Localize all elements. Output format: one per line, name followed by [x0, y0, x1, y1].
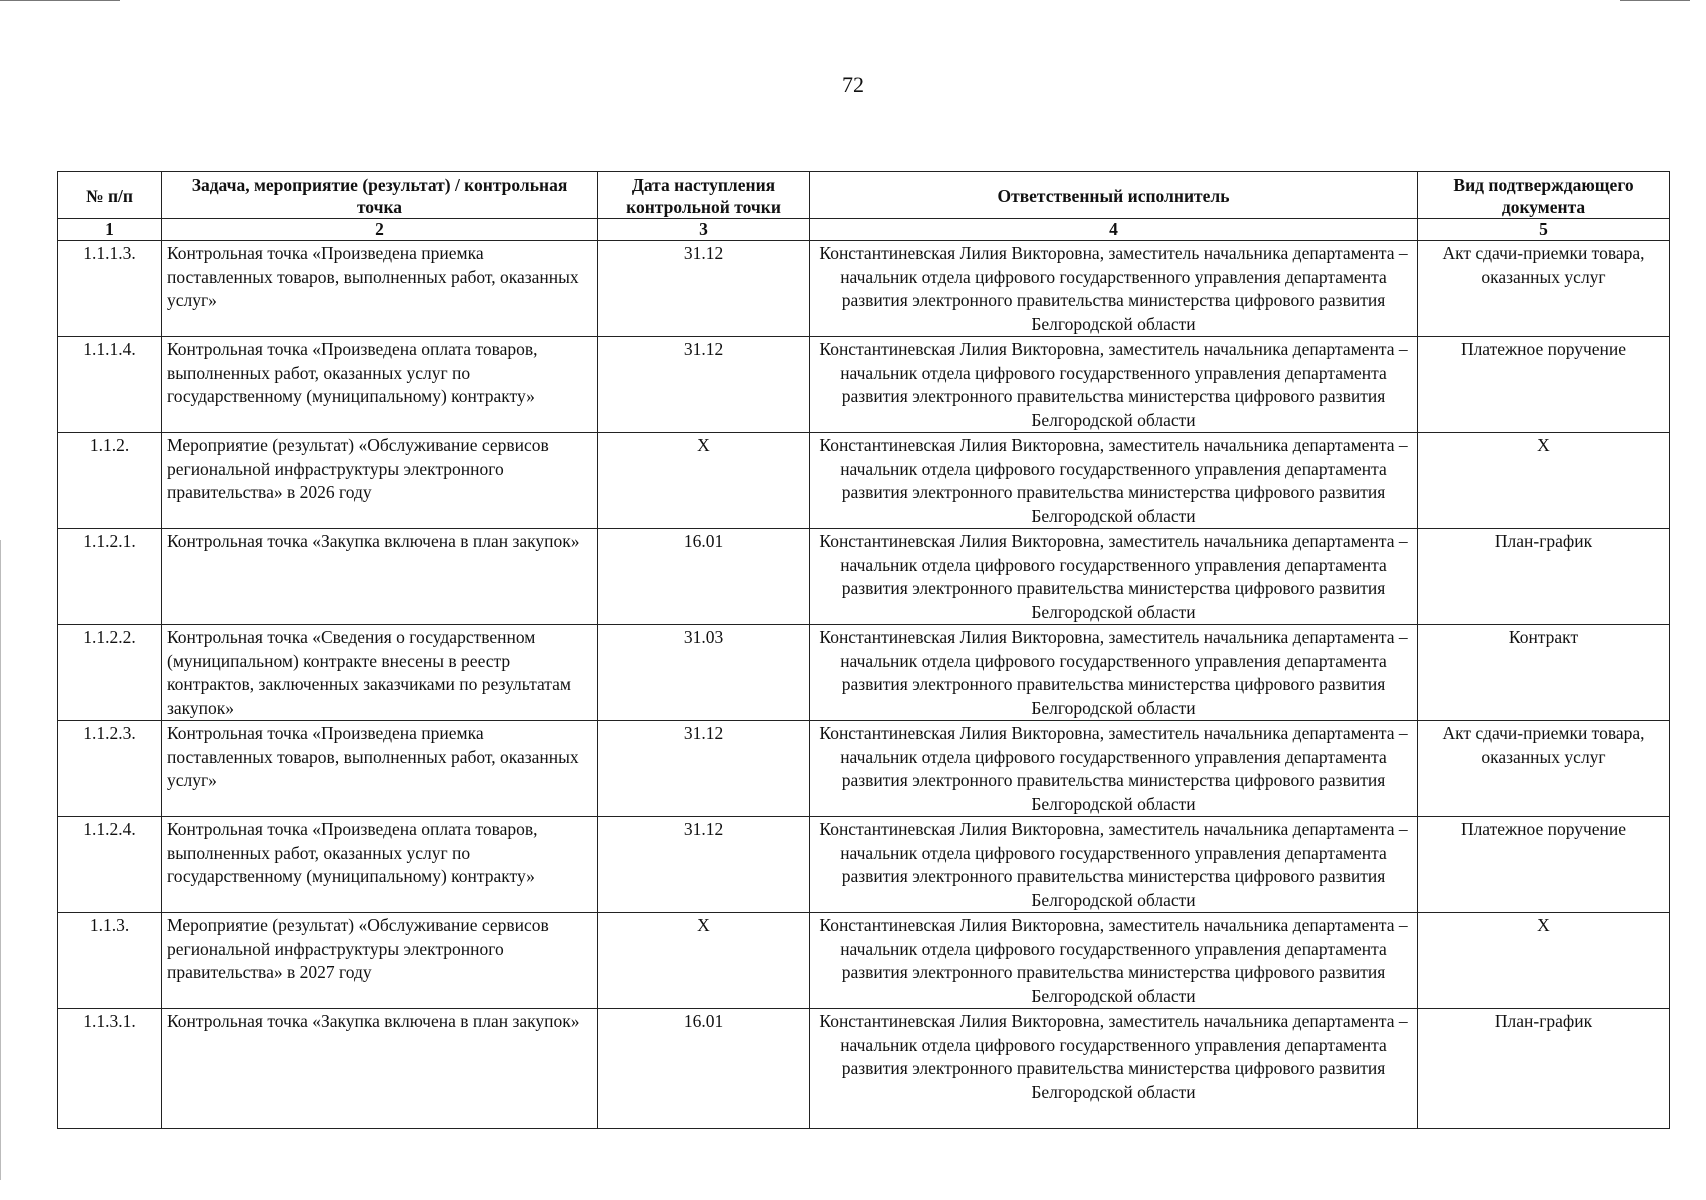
executor-cell: Константиневская Лилия Викторовна, заместитель начальника департамента – начальник отдела цифрового государственного управления департамента развития электронного правительства министерства цифрового развития Белгородской области [810, 337, 1418, 433]
row-number-cell: 1.1.2.2. [58, 625, 162, 721]
column-number: 3 [598, 219, 810, 241]
executor-cell: Константиневская Лилия Викторовна, заместитель начальника департамента – начальник отдела цифрового государственного управления департамента развития электронного правительства министерства цифрового развития Белгородской области [810, 433, 1418, 529]
row-number-cell: 1.1.1.3. [58, 241, 162, 337]
control-points-table [57, 171, 1670, 1129]
executor-cell: Константиневская Лилия Викторовна, заместитель начальника департамента – начальник отдела цифрового государственного управления департамента развития электронного правительства министерства цифрового развития Белгородской области [810, 817, 1418, 913]
header-executor: Ответственный исполнитель [810, 172, 1418, 219]
column-number: 2 [162, 219, 598, 241]
scan-edge-mark [0, 540, 1, 1180]
document-cell: Платежное поручение [1418, 337, 1670, 433]
date-cell: 31.12 [598, 241, 810, 337]
row-number-cell: 1.1.3. [58, 913, 162, 1009]
document-cell: Акт сдачи-приемки товара, оказанных услуг [1418, 241, 1670, 337]
date-cell: 31.12 [598, 337, 810, 433]
row-number-cell: 1.1.1.4. [58, 337, 162, 433]
task-cell: Контрольная точка «Произведена приемка поставленных товаров, выполненных работ, оказанных услуг» [162, 721, 598, 817]
executor-cell: Константиневская Лилия Викторовна, заместитель начальника департамента – начальник отдела цифрового государственного управления департамента развития электронного правительства министерства цифрового развития Белгородской области [810, 529, 1418, 625]
executor-cell: Константиневская Лилия Викторовна, заместитель начальника департамента – начальник отдела цифрового государственного управления департамента развития электронного правительства министерства цифрового развития Белгородской области [810, 1009, 1418, 1129]
row-number-cell: 1.1.2. [58, 433, 162, 529]
task-cell: Контрольная точка «Произведена приемка поставленных товаров, выполненных работ, оказанных услуг» [162, 241, 598, 337]
column-number: 1 [58, 219, 162, 241]
date-cell: 31.12 [598, 817, 810, 913]
table-row [58, 1009, 1670, 1129]
date-cell: Х [598, 433, 810, 529]
header-task: Задача, мероприятие (результат) / контрольная точка [162, 172, 598, 219]
document-cell: Платежное поручение [1418, 817, 1670, 913]
date-cell: 16.01 [598, 1009, 810, 1129]
date-cell: 31.03 [598, 625, 810, 721]
date-cell: Х [598, 913, 810, 1009]
executor-cell: Константиневская Лилия Викторовна, заместитель начальника департамента – начальник отдела цифрового государственного управления департамента развития электронного правительства министерства цифрового развития Белгородской области [810, 721, 1418, 817]
task-cell: Контрольная точка «Закупка включена в план закупок» [162, 1009, 598, 1129]
task-cell: Контрольная точка «Закупка включена в план закупок» [162, 529, 598, 625]
row-number-cell: 1.1.3.1. [58, 1009, 162, 1129]
column-number: 4 [810, 219, 1418, 241]
task-cell: Мероприятие (результат) «Обслуживание сервисов региональной инфраструктуры электронного правительства» в 2026 году [162, 433, 598, 529]
executor-cell: Константиневская Лилия Викторовна, заместитель начальника департамента – начальник отдела цифрового государственного управления департамента развития электронного правительства министерства цифрового развития Белгородской области [810, 913, 1418, 1009]
scan-edge-mark [1620, 0, 1690, 1]
table-row [58, 337, 1670, 433]
table-row [58, 721, 1670, 817]
row-number-cell: 1.1.2.1. [58, 529, 162, 625]
document-cell: Х [1418, 433, 1670, 529]
task-cell: Контрольная точка «Сведения о государственном (муниципальном) контракте внесены в реестр контрактов, заключенных заказчиками по результатам закупок» [162, 625, 598, 721]
date-cell: 16.01 [598, 529, 810, 625]
column-number: 5 [1418, 219, 1670, 241]
table-row [58, 433, 1670, 529]
scan-edge-mark [0, 0, 120, 1]
column-number-row [58, 219, 1670, 241]
document-cell: Х [1418, 913, 1670, 1009]
table-header-row [58, 172, 1670, 219]
table-row [58, 529, 1670, 625]
table-row [58, 913, 1670, 1009]
header-date: Дата наступления контрольной точки [598, 172, 810, 219]
task-cell: Мероприятие (результат) «Обслуживание сервисов региональной инфраструктуры электронного правительства» в 2027 году [162, 913, 598, 1009]
executor-cell: Константиневская Лилия Викторовна, заместитель начальника департамента – начальник отдела цифрового государственного управления департамента развития электронного правительства министерства цифрового развития Белгородской области [810, 241, 1418, 337]
row-number-cell: 1.1.2.3. [58, 721, 162, 817]
document-cell: План-график [1418, 529, 1670, 625]
document-cell: Контракт [1418, 625, 1670, 721]
page-number: 72 [842, 72, 864, 97]
executor-cell: Константиневская Лилия Викторовна, заместитель начальника департамента – начальник отдела цифрового государственного управления департамента развития электронного правительства министерства цифрового развития Белгородской области [810, 625, 1418, 721]
document-cell: План-график [1418, 1009, 1670, 1129]
task-cell: Контрольная точка «Произведена оплата товаров, выполненных работ, оказанных услуг по государственному (муниципальному) контракту» [162, 817, 598, 913]
document-cell: Акт сдачи-приемки товара, оказанных услуг [1418, 721, 1670, 817]
table-row [58, 241, 1670, 337]
date-cell: 31.12 [598, 721, 810, 817]
row-number-cell: 1.1.2.4. [58, 817, 162, 913]
header-number: № п/п [58, 172, 162, 219]
table-row [58, 625, 1670, 721]
table-row [58, 817, 1670, 913]
task-cell: Контрольная точка «Произведена оплата товаров, выполненных работ, оказанных услуг по государственному (муниципальному) контракту» [162, 337, 598, 433]
header-document: Вид подтверждающего документа [1418, 172, 1670, 219]
